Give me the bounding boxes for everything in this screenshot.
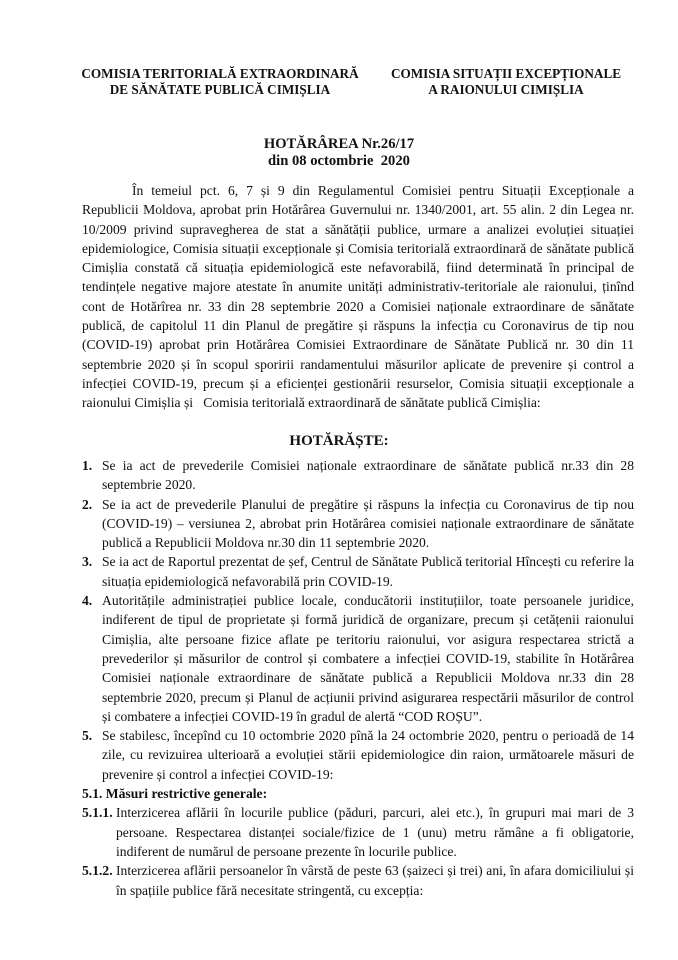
list-item <box>82 552 634 591</box>
header-right-line1: COMISIA SITUAȚII EXCEPȚIONALE <box>390 66 622 81</box>
item-text: Autoritățile administrației publice locale, conducătorii instituțiilor, toate persoanele juridice, indiferent de tipul de proprietate și formă juridică de organizare, precum și cetățenii raionului Cimișlia, alte persoane fizice aflate pe teritoriu raionului, vor asigura respectarea strictă a prevederilor și măsurilor de control și combatere a infecției COVID-19, stabilite în Hotărârea Comisiei naționale extraordinare de sănătate publică a Republicii Moldova nr.33 din 28 septembrie 2020, precum și Planul de acțiunii privind asigurarea respectării măsurilor de control și combatere a infecției COVID-19 în gradul de alertă “COD ROȘU”. <box>102 593 634 724</box>
item-text: Se ia act de prevederile Planului de pregătire și răspuns la infecția cu Coronavirus de tip nou (COVID-19) – versiunea 2, abrobat prin Hotărârea comisiei naționale extraordinare de sănătate publică a Republicii Moldova nr.30 din 11 septembrie 2020. <box>102 496 634 551</box>
subitem-text: Interzicerea aflării persoanelor în vârstă de peste 63 (șaizeci și trei) ani, în afara domiciliului și în spațiile publice fără necesitate stringentă, cu excepția: <box>116 863 634 898</box>
intro-paragraph: În temeiul pct. 6, 7 și 9 din Regulamentul Comisiei pentru Situații Excepționale a Republicii Moldova, aprobat prin Hotărârea Guvernului nr. 1340/2001, art. 55 alin. 2 din Legea nr. 10/2009 privind supravegherea de stat a sănătății publice, urmare a analizei evoluției situației epidemiologice, Comisia situații excepționale și Comisia teritorială extraordinară de sănătate publică Cimișlia constată că situația epidemiologică este nefavorabilă, fiind determinată în principal de tendințele negative majore atestate în anumite unități administrativ-teritoriale ale raionului, ținînd cont de Hotărîrea nr. 33 din 28 septembrie 2020 a Comisiei naționale extraordinare de sănătate publică, de capitolul 11 din Planul de pregătire și răspuns la infecția cu Coronavirus de tip nou (COVID-19) aprobat prin Hotărârea Comisiei Extraordinare de Sănătate Publică nr. 30 din 11 septembrie 2020 și în scopul sporirii randamentului măsurilor aplicate de prevenire și control a infecției COVID-19, precum și a eficienței gestionării resurselor, Comisia situații excepționale a raionului Cimișlia și Comisia teritorială extraordinară de sănătate publică Cimișlia: <box>82 183 638 411</box>
list-item <box>82 456 634 495</box>
list-item <box>82 495 634 553</box>
item-text: Se stabilesc, începînd cu 10 octombrie 2020 pînă la 24 octombrie 2020, pentru o perioadă de 14 zile, cu revizuirea ulterioară a evoluției stării epidemiologice din raion, următoarele măsuri de prevenire și control a infecției COVID-19: <box>102 728 634 782</box>
subitem-text: Interzicerea aflării în locurile publice (păduri, parcuri, alei etc.), în grupuri mai mari de 3 persoane. Respectarea distanței sociale/fizice de 1 (unu) metru rămâne a fi obligatorie, indiferent de numărul de persoane prezente în locurile publice. <box>116 805 634 859</box>
sub-list-item <box>82 803 634 861</box>
header-left <box>70 66 370 98</box>
title-line2: din 08 octombrie 2020 <box>268 153 410 169</box>
item-number: 1. <box>82 458 93 473</box>
item-number: 3. <box>82 554 93 570</box>
header-right-line2: A RAIONULUI CIMIȘLIA <box>428 82 584 97</box>
subitem-number: 5.1.1. <box>82 805 113 821</box>
decision-list <box>82 456 634 900</box>
item-number: 5. <box>82 728 93 744</box>
subitem-number: 5.1.2. <box>82 863 113 879</box>
header-left-line2: DE SĂNĂTATE PUBLICĂ CIMIȘLIA <box>109 82 331 97</box>
item-number: 4. <box>82 593 93 609</box>
decision-heading: HOTĂRĂȘTE: <box>289 433 389 449</box>
list-item <box>82 591 634 726</box>
item-text: Se ia act de Raportul prezentat de șef, Centrul de Sănătate Publică teritorial Hîncești cu referire la situația epidemiologică nefavorabilă prin COVID-19. <box>102 554 634 589</box>
list-item <box>82 726 634 784</box>
header-right <box>380 66 632 98</box>
header-left-line1: COMISIA TERITORIALĂ EXTRAORDINARĂ <box>81 66 359 81</box>
title-line1: HOTĂRÂREA Nr.26/17 <box>263 136 415 152</box>
section-heading <box>82 784 634 803</box>
item-text: Se ia act de prevederile Comisiei naționale extraordinare de sănătate publică nr.33 din 28 septembrie 2020. <box>102 458 634 493</box>
section-number: 5.1. <box>82 786 103 802</box>
document-title <box>0 136 678 170</box>
item-number: 2. <box>82 496 93 512</box>
sub-list-item <box>82 861 634 900</box>
section-title: Măsuri restrictive generale: <box>105 786 268 802</box>
